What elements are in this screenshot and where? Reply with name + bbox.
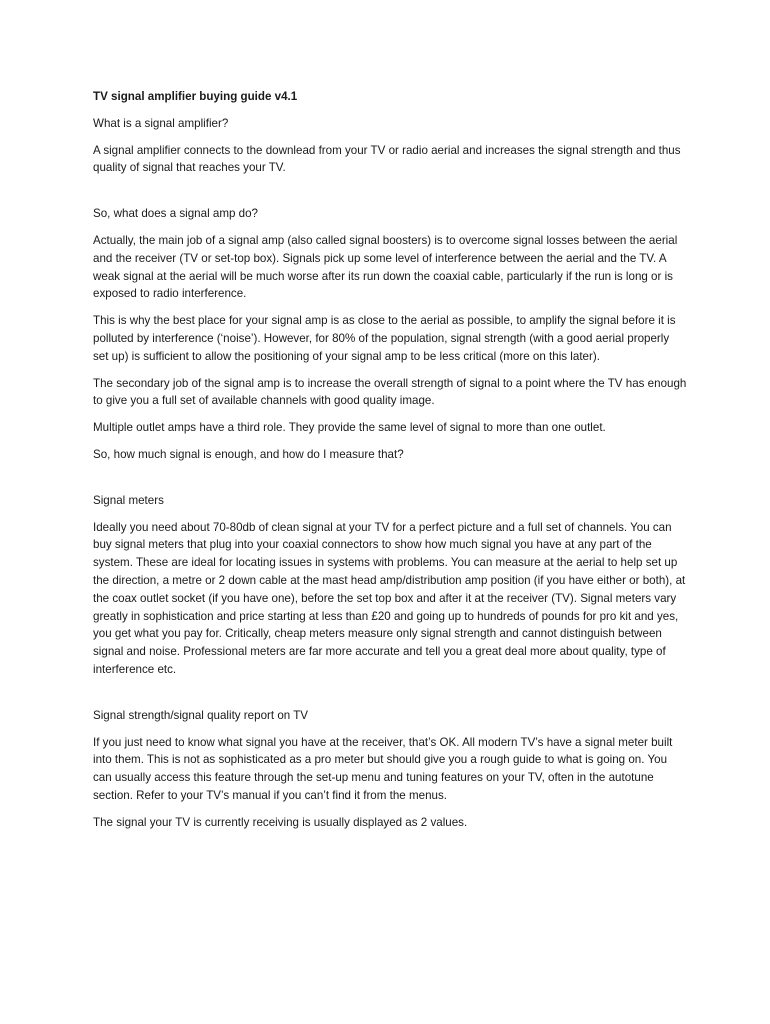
section-heading-what-is: What is a signal amplifier? bbox=[93, 116, 229, 130]
paragraph: A signal amplifier connects to the downlead from your TV or radio aerial and increases the signal strength and thus quality of signal that reaches your TV. bbox=[93, 143, 681, 175]
document-page bbox=[93, 88, 687, 841]
section-heading-signal-meters: Signal meters bbox=[93, 493, 164, 507]
paragraph: Actually, the main job of a signal amp (also called signal boosters) is to overcome signal losses between the aerial and the receiver (TV or set-top box). Signals pick up some level of interference between the aerial and the TV. A weak signal at the aerial will be much worse after its run down the coaxial cable, particularly if the run is long or is exposed to radio interference. bbox=[93, 233, 678, 301]
section-heading-signal-report: Signal strength/signal quality report on TV bbox=[93, 708, 309, 722]
paragraph: So, how much signal is enough, and how do I measure that? bbox=[93, 447, 404, 461]
paragraph: The signal your TV is currently receiving is usually displayed as 2 values. bbox=[93, 815, 468, 829]
document-title: TV signal amplifier buying guide v4.1 bbox=[93, 90, 298, 103]
paragraph: Ideally you need about 70-80db of clean signal at your TV for a perfect picture and a full set of channels. You can buy signal meters that plug into your coaxial connectors to show how much signal you have at any part of the system. These are ideal for locating issues in systems with problems. You can measure at the aerial to help set up the direction, a metre or 2 down cable at the mast head amp/distribution amp position (if you have either or both), at the coax outlet socket (if you have one), before the set top box and after it at the receiver (TV). Signal meters vary greatly in sophistication and price starting at less than £20 and going up to hundreds of pounds for pro kit and yes, you get what you pay for. Critically, cheap meters measure only signal strength and cannot distinguish between signal and noise. Professional meters are far more accurate and tell you a great deal more about quality, type of interference etc. bbox=[93, 520, 686, 676]
paragraph: The secondary job of the signal amp is to increase the overall strength of signal to a point where the TV has enough to give you a full set of available channels with good quality image. bbox=[93, 376, 687, 408]
paragraph: If you just need to know what signal you have at the receiver, that’s OK. All modern TV’s have a signal meter built into them. This is not as sophisticated as a pro meter but should give you a rough guide to what is going on. You can usually access this feature through the set-up menu and tuning features on your TV, often in the autotune section. Refer to your TV’s manual if you can’t find it from the menus. bbox=[93, 735, 673, 802]
section-heading-what-does: So, what does a signal amp do? bbox=[93, 207, 258, 221]
paragraph: This is why the best place for your signal amp is as close to the aerial as possible, to amplify the signal before it is polluted by interference (‘noise’). However, for 80% of the population, signal strength (with a good aerial properly set up) is sufficient to allow the positioning of your signal amp to be less critical (more on this later). bbox=[93, 314, 676, 363]
paragraph: Multiple outlet amps have a third role. They provide the same level of signal to more than one outlet. bbox=[93, 421, 606, 435]
